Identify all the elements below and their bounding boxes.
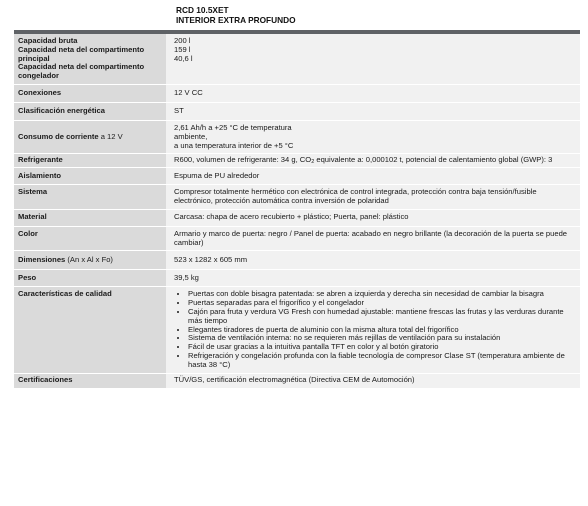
value-consumo-line: ambiente, [174,131,208,141]
row-sistema [14,185,580,210]
row-peso [14,270,580,287]
row-certificaciones [14,373,580,388]
spec-header [14,4,580,28]
row-clasificacion [14,102,580,120]
value-certificaciones: TÜV/GS, certificación electromagnética (Directiva CEM de Automoción) [166,373,580,388]
label-capacidad-bruta: Capacidad bruta [18,36,78,45]
row-capacidad [14,34,580,84]
value-aislamiento: Espuma de PU alrededor [166,168,580,185]
model-variant: INTERIOR EXTRA PROFUNDO [176,15,296,25]
label-peso: Peso [14,270,166,287]
row-material [14,209,580,226]
row-consumo [14,120,580,153]
row-conexiones [14,84,580,102]
row-refrigerante [14,154,580,168]
value-consumo-line: a una temperatura interior de +5 °C [174,140,294,150]
value-consumo-line: 2,61 Ah/h a +25 °C de temperatura [174,122,292,132]
value-conexiones: 12 V CC [166,84,580,102]
value-capacidad-congelador: 40,6 l [174,53,193,63]
value-capacidad-bruta: 200 l [174,36,191,45]
label-color: Color [14,226,166,251]
spec-table [14,34,580,389]
list-item: • Puertas con doble bisagra patentada: se abren a izquierda y derecha sin necesidad de cambiar la bisagra [188,290,576,299]
value-color: Armario y marco de puerta: negro / Panel de puerta: acabado en negro brillante (la decoración de la puerta se puede cambiar) [166,226,580,251]
row-aislamiento [14,168,580,185]
quality-feature-list [174,290,576,369]
label-calidad: Características de calidad [14,287,166,373]
label-consumo: Consumo de corriente a 12 V [14,120,166,153]
label-aislamiento: Aislamiento [14,168,166,185]
label-certificaciones: Certificaciones [14,373,166,388]
value-material: Carcasa: chapa de acero recubierto + plástico; Puerta, panel: plástico [166,209,580,226]
label-refrigerante: Refrigerante [14,154,166,168]
list-item: • Cajón para fruta y verdura VG Fresh con humedad ajustable: mantiene frescas las frutas y las verduras durante más tiempo [188,308,576,326]
model-name: RCD 10.5XET [176,5,229,15]
value-peso: 39,5 kg [166,270,580,287]
label-material: Material [14,209,166,226]
value-sistema: Compresor totalmente hermético con electrónica de control integrada, protección contra baja tensión/fusible electrónico, protección automática contra inversión de polaridad [166,185,580,210]
value-dimensiones: 523 x 1282 x 605 mm [166,251,580,270]
list-item: • Sistema de ventilación interna: no se requieren más rejillas de ventilación para su instalación [188,334,576,343]
value-capacidad-principal: 159 l [174,44,191,54]
list-item: • Elegantes tiradores de puerta de aluminio con la misma altura total del frigorífico [188,326,576,335]
label-clasificacion: Clasificación energética [14,102,166,120]
row-dimensiones [14,251,580,270]
label-dimensiones: Dimensiones (An x Al x Fo) [14,251,166,270]
row-color [14,226,580,251]
list-item: • Fácil de usar gracias a la intuitiva pantalla TFT en color y al botón giratorio [188,343,576,352]
list-item: • Refrigeración y congelación profunda con la fiable tecnología de compresor Clase ST (temperatura ambiente de hasta 38 °C) [188,352,576,370]
value-refrigerante: R600, volumen de refrigerante: 34 g, $CO_2$ equivalente a: 0,000102 t, potencial de calentamiento global (GWP): 3 [166,154,580,168]
label-capacidad-principal: Capacidad neta del compartimento principal [18,44,145,63]
label-capacidad-congelador: Capacidad neta del compartimento congelador [18,62,145,81]
list-item: • Puertas separadas para el frigorífico y el congelador [188,299,576,308]
row-calidad [14,287,580,373]
label-sistema: Sistema [14,185,166,210]
value-clasificacion: ST [166,102,580,120]
label-conexiones: Conexiones [14,84,166,102]
spec-sheet [14,4,580,389]
